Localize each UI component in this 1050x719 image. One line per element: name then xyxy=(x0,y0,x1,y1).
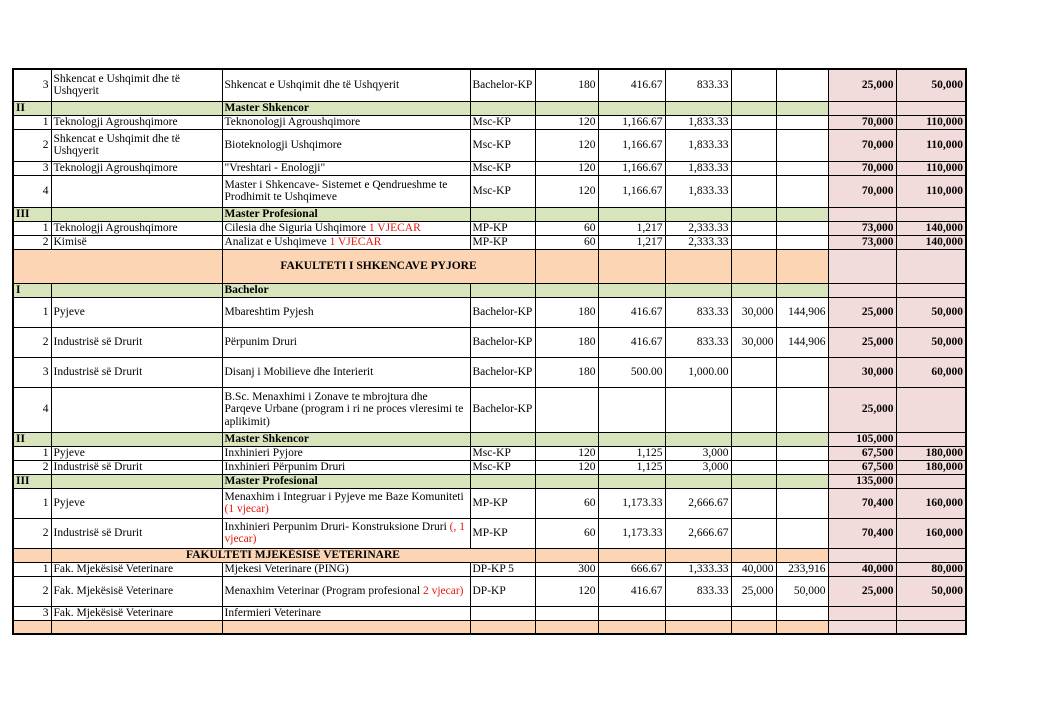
cell-row-number: 2 xyxy=(13,518,51,548)
cell-fee-4 xyxy=(776,69,828,101)
cell-fee-foreign: 110,000 xyxy=(896,129,966,161)
cell-fee-foreign: 50,000 xyxy=(896,327,966,357)
table-row xyxy=(13,576,966,606)
cell-row-number: 2 xyxy=(13,576,51,606)
cell-credits xyxy=(535,432,598,446)
cell-credits: 180 xyxy=(535,357,598,387)
cell-fee-4 xyxy=(776,518,828,548)
cell-program-name: Master Profesional xyxy=(222,207,470,221)
cell-row-number: II xyxy=(13,432,51,446)
cell-fee-1 xyxy=(598,283,665,297)
cell-row-number: I xyxy=(13,283,51,297)
cell-credits xyxy=(535,101,598,115)
cell-row-number: II xyxy=(13,101,51,115)
cell-fee-2: 833.33 xyxy=(665,576,731,606)
cell-fee-3 xyxy=(731,207,776,221)
cell-program-type: Bachelor-KP xyxy=(470,327,535,357)
cell-program-name: Përpunim Druri xyxy=(222,327,470,357)
cell-fee-foreign: 160,000 xyxy=(896,518,966,548)
cell-credits xyxy=(535,387,598,432)
cell-fee-full: 70,000 xyxy=(828,175,896,207)
cell-fee-4 xyxy=(776,161,828,175)
cell-fee-4 xyxy=(776,446,828,460)
table-row xyxy=(13,474,966,488)
cell-program-name: Analizat e Ushqimeve 1 VJECAR xyxy=(222,235,470,249)
cell-program-type: DP-KP xyxy=(470,576,535,606)
cell-department: Fak. Mjekësisë Veterinare xyxy=(51,606,222,620)
cell-fee-2 xyxy=(665,101,731,115)
cell-fee-foreign xyxy=(896,432,966,446)
cell-program-name: Mbareshtim Pyjesh xyxy=(222,297,470,327)
cell-fee-1: 1,166.67 xyxy=(598,115,665,129)
cell-fee-4 xyxy=(776,115,828,129)
cell-fee-1 xyxy=(598,474,665,488)
cell-fee-3 xyxy=(731,488,776,518)
cell-program-name: Mjekesi Veterinare (PING) xyxy=(222,562,470,576)
table-row xyxy=(13,129,966,161)
cell-fee-foreign: 50,000 xyxy=(896,69,966,101)
cell-fee-3 xyxy=(731,387,776,432)
cell-fee-1: 416.67 xyxy=(598,327,665,357)
table-row xyxy=(13,327,966,357)
cell-program-name: Teknonologji Agroushqimore xyxy=(222,115,470,129)
cell-fee-full: 105,000 xyxy=(828,432,896,446)
cell-fee-4 xyxy=(776,283,828,297)
cell-credits: 300 xyxy=(535,562,598,576)
cell-row-number: 3 xyxy=(13,69,51,101)
cell-fee-1 xyxy=(598,207,665,221)
cell-fee-3 xyxy=(731,357,776,387)
cell-department: Teknologji Agroushqimore xyxy=(51,221,222,235)
cell-fee-3 xyxy=(731,446,776,460)
table-row xyxy=(13,606,966,620)
cell-fee-3 xyxy=(731,460,776,474)
table-row xyxy=(13,283,966,297)
cell-fee-3 xyxy=(731,283,776,297)
cell-fee-full: 135,000 xyxy=(828,474,896,488)
cell-row-number: 4 xyxy=(13,175,51,207)
cell-program-type xyxy=(470,474,535,488)
cell-fee-3 xyxy=(731,69,776,101)
cell-program-type: MP-KP xyxy=(470,221,535,235)
cell-fee-4 xyxy=(776,221,828,235)
cell-fee-1: 666.67 xyxy=(598,562,665,576)
cell-credits: 60 xyxy=(535,221,598,235)
cell-program-type: DP-KP 5 xyxy=(470,562,535,576)
table-row xyxy=(13,488,966,518)
table-row xyxy=(13,101,966,115)
cell-department: Industrisë së Drurit xyxy=(51,327,222,357)
cell-fee-1: 1,166.67 xyxy=(598,161,665,175)
cell-department: Kimisë xyxy=(51,235,222,249)
table-row xyxy=(13,249,966,283)
cell-department: Shkencat e Ushqimit dhe të Ushqyerit xyxy=(51,129,222,161)
cell-credits xyxy=(535,606,598,620)
cell-fee-full: 67,500 xyxy=(828,460,896,474)
duration-note: 2 vjecar) xyxy=(422,584,464,597)
cell-fee-4: 50,000 xyxy=(776,576,828,606)
cell-program-name: Master Shkencor xyxy=(222,101,470,115)
cell-row-number: 1 xyxy=(13,446,51,460)
cell-fee-3 xyxy=(731,221,776,235)
cell-fee-4 xyxy=(776,357,828,387)
cell-program-type xyxy=(470,432,535,446)
cell-fee-foreign: 180,000 xyxy=(896,446,966,460)
table-row xyxy=(13,69,966,101)
cell-fee-1: 1,217 xyxy=(598,235,665,249)
table-row xyxy=(13,235,966,249)
cell-fee-2: 1,833.33 xyxy=(665,161,731,175)
cell-program-name: Master i Shkencave- Sistemet e Qendrueshme te Prodhimit te Ushqimeve xyxy=(222,175,470,207)
cell-fee-2: 833.33 xyxy=(665,69,731,101)
cell-program-name: Shkencat e Ushqimit dhe të Ushqyerit xyxy=(222,69,470,101)
cell-program-name: Inxhinieri Perpunim Druri- Konstruksione Druri (, 1 vjecar) xyxy=(222,518,470,548)
cell-fee-1: 416.67 xyxy=(598,576,665,606)
cell-department xyxy=(51,175,222,207)
cell-fee-full: 25,000 xyxy=(828,387,896,432)
cell-fee-3 xyxy=(731,474,776,488)
cell-fee-1 xyxy=(598,432,665,446)
table-row xyxy=(13,221,966,235)
cell-program-type: MP-KP xyxy=(470,235,535,249)
table-row xyxy=(13,548,966,562)
cell-fee-2 xyxy=(665,207,731,221)
cell-credits: 120 xyxy=(535,460,598,474)
table-row xyxy=(13,387,966,432)
cell-fee-foreign xyxy=(896,283,966,297)
cell-fee-full: 25,000 xyxy=(828,576,896,606)
cell-fee-3 xyxy=(731,175,776,207)
cell-program-name: Master Shkencor xyxy=(222,432,470,446)
cell-fee-full: 70,000 xyxy=(828,115,896,129)
cell-fee-1: 1,173.33 xyxy=(598,518,665,548)
cell-program-type: Msc-KP xyxy=(470,175,535,207)
cell-program-name: Menaxhim Veterinar (Program profesional 2 vjecar) xyxy=(222,576,470,606)
cell-department: Fak. Mjekësisë Veterinare xyxy=(51,576,222,606)
cell-row-number: 1 xyxy=(13,297,51,327)
cell-program-name: Bioteknologji Ushqimore xyxy=(222,129,470,161)
cell-fee-4 xyxy=(776,432,828,446)
cell-program-type: Msc-KP xyxy=(470,446,535,460)
cell-fee-3: 30,000 xyxy=(731,327,776,357)
fees-table xyxy=(12,68,967,635)
cell-credits: 180 xyxy=(535,297,598,327)
cell-fee-3 xyxy=(731,101,776,115)
cell-fee-2: 2,666.67 xyxy=(665,488,731,518)
cell-fee-1: 1,173.33 xyxy=(598,488,665,518)
cell-fee-4 xyxy=(776,207,828,221)
cell-program-name: Inxhinieri Përpunim Druri xyxy=(222,460,470,474)
cell-fee-full: 25,000 xyxy=(828,69,896,101)
cell-department xyxy=(51,283,222,297)
cell-fee-2: 833.33 xyxy=(665,297,731,327)
cell-program-type: Bachelor-KP xyxy=(470,297,535,327)
cell-program-type: Msc-KP xyxy=(470,161,535,175)
cell-fee-3 xyxy=(731,606,776,620)
cell-fee-1 xyxy=(598,387,665,432)
cell-fee-1: 416.67 xyxy=(598,297,665,327)
duration-note: 1 VJECAR xyxy=(329,235,382,248)
cell-credits: 120 xyxy=(535,161,598,175)
cell-department: Pyjeve xyxy=(51,446,222,460)
cell-credits: 120 xyxy=(535,115,598,129)
cell-department xyxy=(51,474,222,488)
cell-fee-2 xyxy=(665,474,731,488)
cell-department: Industrisë së Drurit xyxy=(51,357,222,387)
duration-note: (, 1 vjecar) xyxy=(224,520,466,545)
cell-fee-2: 1,833.33 xyxy=(665,115,731,129)
table-row xyxy=(13,562,966,576)
cell-row-number: 3 xyxy=(13,161,51,175)
cell-fee-foreign: 50,000 xyxy=(896,576,966,606)
cell-program-name: Infermieri Veterinare xyxy=(222,606,470,620)
cell-fee-2: 2,333.33 xyxy=(665,221,731,235)
cell-fee-3: 40,000 xyxy=(731,562,776,576)
cell-fee-3 xyxy=(731,161,776,175)
cell-program-type xyxy=(470,101,535,115)
cell-fee-full: 73,000 xyxy=(828,235,896,249)
cell-fee-3 xyxy=(731,235,776,249)
cell-row-number: 2 xyxy=(13,235,51,249)
cell-fee-foreign xyxy=(896,387,966,432)
cell-fee-4 xyxy=(776,175,828,207)
cell-department: Fak. Mjekësisë Veterinare xyxy=(51,562,222,576)
cell-fee-2: 2,666.67 xyxy=(665,518,731,548)
table-row xyxy=(13,297,966,327)
cell-fee-1 xyxy=(598,101,665,115)
cell-fee-foreign xyxy=(896,474,966,488)
cell-fee-foreign xyxy=(896,606,966,620)
cell-credits: 120 xyxy=(535,446,598,460)
cell-fee-foreign: 140,000 xyxy=(896,221,966,235)
cell-fee-foreign: 50,000 xyxy=(896,297,966,327)
cell-department: Industrisë së Drurit xyxy=(51,518,222,548)
cell-fee-4: 233,916 xyxy=(776,562,828,576)
cell-credits: 60 xyxy=(535,518,598,548)
cell-fee-full: 73,000 xyxy=(828,221,896,235)
cell-row-number: 3 xyxy=(13,357,51,387)
cell-row-number: 4 xyxy=(13,387,51,432)
table-row xyxy=(13,207,966,221)
cell-fee-full xyxy=(828,606,896,620)
cell-program-type: Msc-KP xyxy=(470,460,535,474)
cell-fee-foreign: 160,000 xyxy=(896,488,966,518)
cell-fee-4: 144,906 xyxy=(776,327,828,357)
cell-fee-full: 70,000 xyxy=(828,161,896,175)
cell-fee-4 xyxy=(776,474,828,488)
cell-program-type: MP-KP xyxy=(470,488,535,518)
cell-fee-3 xyxy=(731,129,776,161)
cell-fee-4 xyxy=(776,387,828,432)
cell-fee-1: 500.00 xyxy=(598,357,665,387)
cell-fee-foreign xyxy=(896,101,966,115)
cell-fee-4 xyxy=(776,606,828,620)
cell-fee-full xyxy=(828,283,896,297)
cell-credits: 180 xyxy=(535,327,598,357)
cell-fee-2: 1,000.00 xyxy=(665,357,731,387)
cell-fee-full: 67,500 xyxy=(828,446,896,460)
cell-credits: 120 xyxy=(535,576,598,606)
cell-fee-foreign: 180,000 xyxy=(896,460,966,474)
cell-program-type xyxy=(470,606,535,620)
duration-note: (1 vjecar) xyxy=(224,503,269,515)
cell-fee-1: 1,125 xyxy=(598,460,665,474)
table-row xyxy=(13,357,966,387)
faculty-title: FAKULTETI MJEKËSISË VETERINARE xyxy=(51,548,535,562)
cell-fee-1: 416.67 xyxy=(598,69,665,101)
cell-fee-full: 40,000 xyxy=(828,562,896,576)
cell-department xyxy=(51,387,222,432)
faculty-title: FAKULTETI I SHKENCAVE PYJORE xyxy=(222,249,535,283)
cell-row-number: 3 xyxy=(13,606,51,620)
cell-fee-4 xyxy=(776,101,828,115)
cell-row-number: 2 xyxy=(13,460,51,474)
table-row xyxy=(13,518,966,548)
cell-fee-2: 1,833.33 xyxy=(665,129,731,161)
cell-fee-2: 1,833.33 xyxy=(665,175,731,207)
cell-fee-1: 1,217 xyxy=(598,221,665,235)
cell-fee-3 xyxy=(731,115,776,129)
table-row xyxy=(13,620,966,634)
cell-program-type: Msc-KP xyxy=(470,115,535,129)
cell-program-type: MP-KP xyxy=(470,518,535,548)
cell-credits: 60 xyxy=(535,488,598,518)
cell-fee-2 xyxy=(665,387,731,432)
cell-department: Teknologji Agroushqimore xyxy=(51,161,222,175)
cell-program-name: B.Sc. Menaxhimi i Zonave te mbrojtura dhe Parqeve Urbane (program i ri ne proces vleresimi te aplikimit) xyxy=(222,387,470,432)
table-row xyxy=(13,161,966,175)
cell-fee-full xyxy=(828,207,896,221)
cell-credits xyxy=(535,283,598,297)
cell-row-number: 1 xyxy=(13,115,51,129)
cell-row-number: 1 xyxy=(13,221,51,235)
cell-fee-3: 25,000 xyxy=(731,576,776,606)
cell-fee-foreign: 110,000 xyxy=(896,161,966,175)
cell-fee-full: 70,400 xyxy=(828,518,896,548)
table-row xyxy=(13,446,966,460)
cell-program-name: Menaxhim i Integruar i Pyjeve me Baze Komuniteti (1 vjecar) xyxy=(222,488,470,518)
cell-row-number: III xyxy=(13,474,51,488)
cell-program-name: Inxhinieri Pyjore xyxy=(222,446,470,460)
duration-note: 1 VJECAR xyxy=(368,221,421,234)
cell-fee-2: 833.33 xyxy=(665,327,731,357)
cell-program-name: Master Profesional xyxy=(222,474,470,488)
cell-row-number: III xyxy=(13,207,51,221)
cell-row-number: 2 xyxy=(13,327,51,357)
cell-fee-4 xyxy=(776,460,828,474)
cell-department: Shkencat e Ushqimit dhe të Ushqyerit xyxy=(51,69,222,101)
cell-fee-foreign: 60,000 xyxy=(896,357,966,387)
cell-credits: 180 xyxy=(535,69,598,101)
cell-program-type: Bachelor-KP xyxy=(470,387,535,432)
cell-department xyxy=(51,101,222,115)
cell-fee-1 xyxy=(598,606,665,620)
cell-fee-3: 30,000 xyxy=(731,297,776,327)
cell-fee-foreign: 140,000 xyxy=(896,235,966,249)
cell-fee-full: 25,000 xyxy=(828,327,896,357)
cell-row-number: 1 xyxy=(13,562,51,576)
cell-fee-2: 2,333.33 xyxy=(665,235,731,249)
cell-fee-foreign xyxy=(896,207,966,221)
cell-fee-4: 144,906 xyxy=(776,297,828,327)
cell-department xyxy=(51,207,222,221)
table-row xyxy=(13,175,966,207)
cell-program-name: Disanj i Mobilieve dhe Interierit xyxy=(222,357,470,387)
cell-fee-1: 1,125 xyxy=(598,446,665,460)
cell-row-number: 2 xyxy=(13,129,51,161)
cell-fee-4 xyxy=(776,235,828,249)
cell-fee-foreign: 80,000 xyxy=(896,562,966,576)
table-row xyxy=(13,460,966,474)
cell-fee-foreign: 110,000 xyxy=(896,175,966,207)
table-row xyxy=(13,432,966,446)
cell-fee-full: 70,400 xyxy=(828,488,896,518)
cell-fee-1: 1,166.67 xyxy=(598,175,665,207)
cell-fee-4 xyxy=(776,488,828,518)
table-row xyxy=(13,115,966,129)
cell-department: Industrisë së Drurit xyxy=(51,460,222,474)
cell-program-type xyxy=(470,207,535,221)
cell-fee-4 xyxy=(776,129,828,161)
cell-program-type: Msc-KP xyxy=(470,129,535,161)
cell-fee-3 xyxy=(731,432,776,446)
cell-fee-foreign: 110,000 xyxy=(896,115,966,129)
cell-credits xyxy=(535,474,598,488)
cell-program-type: Bachelor-KP xyxy=(470,357,535,387)
cell-department: Pyjeve xyxy=(51,488,222,518)
cell-department: Teknologji Agroushqimore xyxy=(51,115,222,129)
cell-program-name: Bachelor xyxy=(222,283,470,297)
cell-program-type: Bachelor-KP xyxy=(470,69,535,101)
cell-fee-2: 3,000 xyxy=(665,460,731,474)
cell-fee-2 xyxy=(665,432,731,446)
cell-credits: 60 xyxy=(535,235,598,249)
cell-row-number: 1 xyxy=(13,488,51,518)
cell-department: Pyjeve xyxy=(51,297,222,327)
cell-fee-2 xyxy=(665,283,731,297)
cell-department xyxy=(51,432,222,446)
cell-fee-1: 1,166.67 xyxy=(598,129,665,161)
cell-fee-full: 30,000 xyxy=(828,357,896,387)
cell-credits: 120 xyxy=(535,175,598,207)
cell-credits: 120 xyxy=(535,129,598,161)
cell-fee-3 xyxy=(731,518,776,548)
cell-fee-2: 3,000 xyxy=(665,446,731,460)
cell-fee-2: 1,333.33 xyxy=(665,562,731,576)
cell-fee-full xyxy=(828,101,896,115)
cell-fee-2 xyxy=(665,606,731,620)
cell-fee-full: 70,000 xyxy=(828,129,896,161)
cell-credits xyxy=(535,207,598,221)
cell-fee-full: 25,000 xyxy=(828,297,896,327)
cell-program-type xyxy=(470,283,535,297)
cell-program-name: Cilesia dhe Siguria Ushqimore 1 VJECAR xyxy=(222,221,470,235)
cell-program-name: "Vreshtari - Enologji" xyxy=(222,161,470,175)
